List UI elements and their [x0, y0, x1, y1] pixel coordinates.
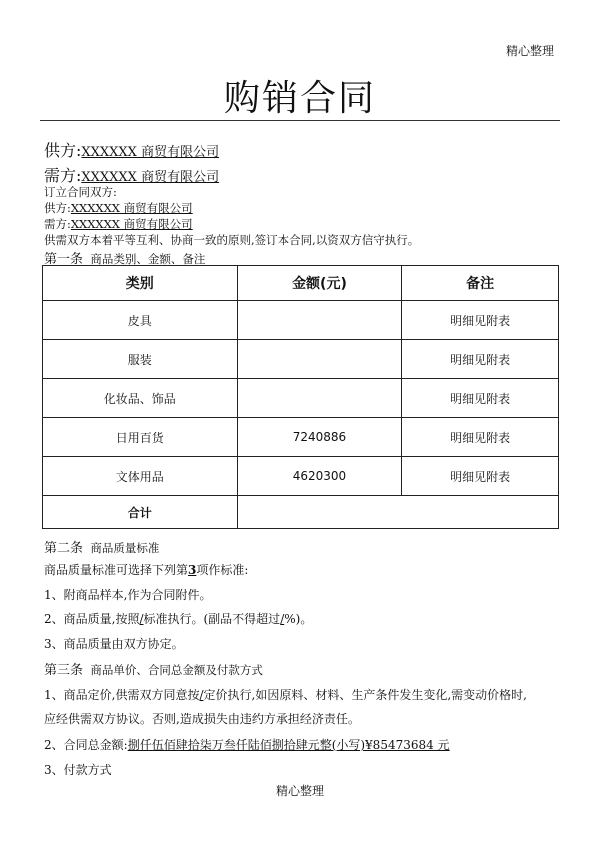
- table-row: [43, 340, 559, 379]
- article3-title: 商品单价、合同总金额及付款方式: [90, 663, 263, 677]
- quality2-blank-1: /: [139, 612, 144, 626]
- buyer-line-small: [44, 216, 193, 232]
- quality-item-1: 1、附商品样本,作为合同附件。: [44, 588, 212, 602]
- table-row: [43, 418, 559, 457]
- cell-category: 化妆品、饰品: [43, 379, 238, 418]
- quality2-text-a: 2、商品质量,按照: [44, 612, 140, 626]
- price1-text-c: 定价执行,如因原料、材料、生产条件发生变化,需变动价格时,: [203, 688, 527, 702]
- article2-heading: [44, 537, 159, 556]
- article2-number: 第二条: [44, 541, 84, 556]
- price-item-1: [44, 686, 560, 703]
- table-header-row: [43, 266, 559, 301]
- total-label: 合计: [43, 496, 238, 529]
- buyer-small-name: XXXXXX 商贸有限公司: [70, 217, 193, 231]
- footer-note: 精心整理: [275, 784, 324, 798]
- total-amount-label: 2、合同总金额:: [44, 738, 128, 752]
- cell-note: 明细见附表: [402, 340, 559, 379]
- cell-amount: 7240886: [237, 418, 402, 457]
- supplier-small-label: 供方:: [44, 201, 71, 215]
- total-amount-value: 捌仟伍佰肆拾柒万叁仟陆佰捌拾肆元整(小写)¥85473684 元: [127, 738, 450, 752]
- article1-number: 第一条: [44, 252, 84, 267]
- article3-number: 第三条: [44, 663, 84, 678]
- header-note: 精心整理: [505, 44, 554, 58]
- article1-title: 商品类别、金额、备注: [90, 252, 206, 266]
- payment-method: 3、付款方式: [44, 763, 112, 777]
- price1-text-a: 1、商品定价,供需双方同意按: [44, 688, 200, 702]
- article2-title: 商品质量标准: [90, 541, 160, 555]
- title-divider: [40, 120, 560, 121]
- cell-category: 服装: [43, 340, 238, 379]
- parties-intro: 订立合同双方:: [44, 185, 117, 199]
- cell-note: 明细见附表: [402, 301, 559, 340]
- quality2-text-c: 标准执行。(副品不得超过: [143, 612, 281, 626]
- supplier-line-small: [44, 200, 193, 216]
- supplier-label: 供方:: [44, 141, 82, 160]
- buyer-small-label: 需方:: [44, 217, 71, 231]
- supplier-line-large: [44, 138, 219, 161]
- quality-item-3: 3、商品质量由双方协定。: [44, 637, 184, 651]
- page-title: 购销合同: [223, 78, 376, 119]
- cell-category: 皮具: [43, 301, 238, 340]
- cell-category: 日用百货: [43, 418, 238, 457]
- price-item-1-continued: 应经供需双方协议。否则,造成损失由违约方承担经济责任。: [44, 712, 360, 726]
- cell-note: 明细见附表: [402, 418, 559, 457]
- cell-amount: [237, 301, 402, 340]
- article3-heading: [44, 659, 263, 678]
- header-category: 类别: [43, 266, 238, 301]
- table-total-row: [43, 496, 559, 529]
- header-amount: 金额(元): [237, 266, 402, 301]
- cell-amount: 4620300: [237, 457, 402, 496]
- header-note: 备注: [402, 266, 559, 301]
- supplier-name: XXXXXX 商贸有限公司: [81, 145, 220, 160]
- goods-table: [42, 265, 559, 529]
- principle-text: 供需双方本着平等互利、协商一致的原则,签订本合同,以资双方信守执行。: [44, 233, 420, 247]
- quality-item-2: [44, 610, 312, 627]
- total-value: [237, 496, 558, 529]
- cell-note: 明细见附表: [402, 457, 559, 496]
- cell-note: 明细见附表: [402, 379, 559, 418]
- cell-amount: [237, 340, 402, 379]
- price1-blank: /: [199, 688, 204, 702]
- table-row: [43, 301, 559, 340]
- quality-standard-line: [44, 561, 248, 578]
- table-row: [43, 457, 559, 496]
- quality-item-number: 3: [188, 563, 197, 577]
- buyer-name: XXXXXX 商贸有限公司: [81, 170, 220, 185]
- quality-text-b: 项作标准:: [196, 563, 249, 577]
- total-amount-line: [44, 736, 450, 753]
- table-row: [43, 379, 559, 418]
- buyer-line-large: [44, 163, 219, 186]
- quality-text-a: 商品质量标准可选择下列第: [44, 563, 189, 577]
- cell-category: 文体用品: [43, 457, 238, 496]
- quality2-text-e: %)。: [284, 612, 313, 626]
- quality2-blank-2: /: [280, 612, 285, 626]
- buyer-label: 需方:: [44, 166, 82, 185]
- cell-amount: [237, 379, 402, 418]
- supplier-small-name: XXXXXX 商贸有限公司: [70, 201, 193, 215]
